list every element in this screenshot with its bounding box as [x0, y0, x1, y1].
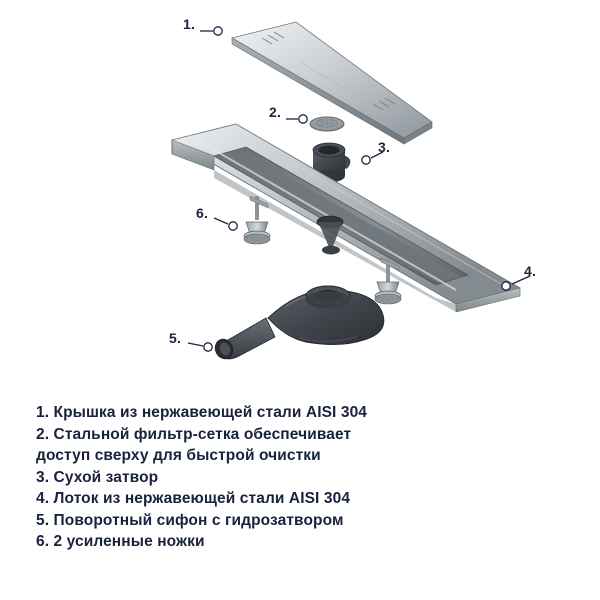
callout-label-6: 6. [196, 205, 209, 221]
legend-item: доступ сверху для быстрой очистки [36, 447, 321, 464]
legend-item: 3. Сухой затвор [36, 468, 159, 486]
callout-label-5: 5. [169, 330, 182, 346]
callout-label-4: 4. [524, 263, 537, 279]
callout-label-3: 3. [378, 139, 391, 155]
legend-item: 6. 2 усиленные ножки [36, 533, 205, 550]
part-tray-channel [172, 124, 520, 312]
legend-list [36, 402, 566, 553]
callout-label-2: 2. [269, 104, 282, 120]
callout-label-1: 1. [183, 16, 196, 32]
part-swivel-siphon [212, 286, 384, 361]
legend-item: 2. Стальной фильтр-сетка обеспечивает [36, 425, 352, 443]
legend-item: 1. Крышка из нержавеющей стали AISI 304 [36, 404, 368, 421]
part-filter-mesh [310, 117, 344, 131]
legend-item: 5. Поворотный сифон с гидрозатвором [36, 511, 344, 529]
legend-item: 4. Лоток из нержавеющей стали AISI 304 [36, 490, 351, 507]
